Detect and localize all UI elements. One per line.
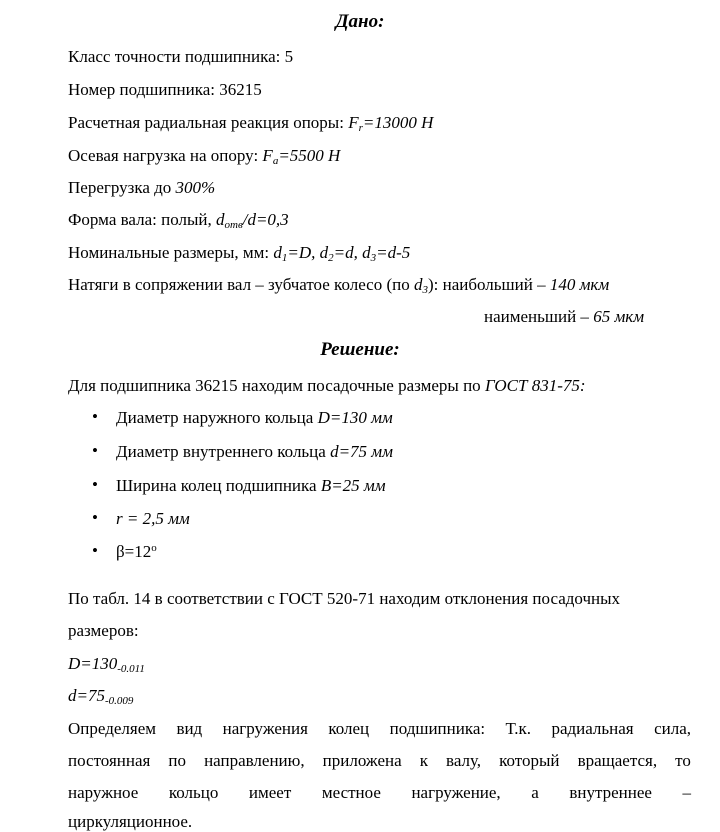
nominal-line bbox=[68, 243, 410, 263]
word: радиальная bbox=[551, 719, 634, 738]
deviation-D-value: D=130 bbox=[68, 654, 118, 673]
word: по bbox=[168, 751, 186, 770]
shaft-subscript: отв bbox=[224, 219, 243, 231]
intro-text: Для подшипника 36215 находим посадочные размеры по bbox=[68, 376, 485, 395]
nominal-d3-sub: 3 bbox=[370, 252, 377, 264]
interference-sub: 3 bbox=[422, 284, 428, 296]
bullet-radius bbox=[116, 509, 190, 529]
bullet-value: r = 2,5 мм bbox=[116, 509, 190, 528]
nominal-d3-value: =d-5 bbox=[376, 243, 411, 262]
deviation-d bbox=[68, 686, 133, 706]
axial-subscript: a bbox=[272, 155, 279, 167]
bearing-line bbox=[68, 80, 262, 100]
accuracy-value: 5 bbox=[284, 47, 294, 66]
table-line-1: По табл. 14 в соответствии с ГОСТ 520-71 находим отклонения посадочных bbox=[68, 589, 621, 608]
bearing-value: 36215 bbox=[219, 80, 262, 99]
word: имеет bbox=[248, 783, 292, 802]
load-line-1 bbox=[68, 719, 691, 739]
bullet-outer-diameter bbox=[116, 408, 393, 428]
interference-label-b: ): наибольший – bbox=[428, 275, 550, 294]
load-line-3 bbox=[68, 783, 691, 803]
load-line-4: циркуляционное. bbox=[68, 812, 193, 831]
nominal-d1: d bbox=[273, 243, 282, 262]
bullet-label: Ширина колец подшипника bbox=[116, 476, 321, 495]
word: – bbox=[682, 783, 691, 802]
word: колец bbox=[328, 719, 370, 738]
interference-line bbox=[68, 275, 609, 295]
bearing-label: Номер подшипника: bbox=[68, 80, 220, 99]
interference-d: d bbox=[414, 275, 423, 294]
word: то bbox=[675, 751, 691, 770]
intro-gost: ГОСТ 831-75: bbox=[484, 376, 586, 395]
shaft-value: /d=0,3 bbox=[242, 210, 289, 229]
overload-line bbox=[68, 178, 215, 198]
word: который bbox=[499, 751, 560, 770]
word: нагружения bbox=[222, 719, 308, 738]
nominal-d2-value: =d, bbox=[333, 243, 363, 262]
deviation-d-sub: -0.009 bbox=[104, 695, 134, 707]
axial-symbol: F bbox=[262, 146, 273, 165]
word: подшипника: bbox=[389, 719, 486, 738]
given-heading: Дано: bbox=[335, 11, 385, 32]
interference-label-a: Натяги в сопряжении вал – зубчатое колесо (по bbox=[68, 275, 414, 294]
word: наружное bbox=[68, 783, 139, 802]
radial-subscript: r bbox=[358, 122, 363, 134]
table-line-2: размеров: bbox=[68, 621, 139, 640]
word: направлению, bbox=[204, 751, 305, 770]
nominal-d2-sub: 2 bbox=[328, 252, 334, 264]
bullet-value: B=25 мм bbox=[320, 476, 386, 495]
axial-line bbox=[68, 146, 340, 166]
word: Т.к. bbox=[505, 719, 531, 738]
interference-max: 140 мкм bbox=[549, 275, 610, 294]
word: к bbox=[419, 751, 428, 770]
bullet-value: D=130 мм bbox=[317, 408, 393, 427]
nominal-d1-value: =D, bbox=[287, 243, 320, 262]
word: валу, bbox=[446, 751, 482, 770]
bullet-angle bbox=[116, 542, 157, 562]
bullet-ring-width bbox=[116, 476, 386, 496]
radial-line bbox=[68, 113, 433, 133]
nominal-d1-sub: 1 bbox=[281, 252, 288, 264]
word: Определяем bbox=[68, 719, 156, 738]
bullet-dot: • bbox=[92, 441, 98, 460]
word: приложена bbox=[322, 751, 402, 770]
bullet-dot: • bbox=[92, 475, 98, 494]
shaft-line bbox=[68, 210, 289, 230]
word: а bbox=[531, 783, 539, 802]
interference-min: 65 мкм bbox=[593, 307, 645, 326]
shaft-label: Форма вала: полый, bbox=[68, 210, 216, 229]
intro-line bbox=[68, 376, 586, 396]
word: нагружение, bbox=[411, 783, 501, 802]
deviation-D bbox=[68, 654, 145, 674]
nominal-label: Номинальные размеры, мм: bbox=[68, 243, 274, 262]
radial-symbol: F bbox=[348, 113, 359, 132]
accuracy-line bbox=[68, 47, 293, 67]
word: вращается, bbox=[577, 751, 658, 770]
nominal-d3: d bbox=[362, 243, 371, 262]
shaft-symbol: d bbox=[216, 210, 225, 229]
deviation-d-value: d=75 bbox=[68, 686, 105, 705]
solution-heading: Решение: bbox=[320, 339, 400, 360]
word: постоянная bbox=[68, 751, 151, 770]
word: вид bbox=[176, 719, 203, 738]
axial-value: =5500 Н bbox=[278, 146, 341, 165]
word: сила, bbox=[654, 719, 691, 738]
word: кольцо bbox=[168, 783, 219, 802]
load-line-2 bbox=[68, 751, 691, 771]
deviation-D-sub: -0.011 bbox=[117, 663, 145, 675]
interference-min-label: наименьший – bbox=[484, 307, 594, 326]
word: местное bbox=[321, 783, 381, 802]
axial-label: Осевая нагрузка на опору: bbox=[68, 146, 263, 165]
bullet-label: Диаметр наружного кольца bbox=[116, 408, 318, 427]
radial-label: Расчетная радиальная реакция опоры: bbox=[68, 113, 349, 132]
bullet-label: β=12 bbox=[116, 542, 152, 561]
bullet-value: d=75 мм bbox=[330, 442, 393, 461]
overload-label: Перегрузка до bbox=[68, 178, 176, 197]
bullet-dot: • bbox=[92, 407, 98, 426]
overload-value: 300% bbox=[175, 178, 216, 197]
word: внутреннее bbox=[569, 783, 652, 802]
nominal-d2: d bbox=[319, 243, 329, 262]
bullet-inner-diameter bbox=[116, 442, 393, 462]
bullet-dot: • bbox=[92, 508, 98, 527]
bullet-label: Диаметр внутреннего кольца bbox=[116, 442, 331, 461]
radial-value: =13000 Н bbox=[362, 113, 434, 132]
accuracy-label: Класс точности подшипника: bbox=[68, 47, 285, 66]
bullet-degree: o bbox=[151, 542, 157, 554]
bullet-dot: • bbox=[92, 541, 98, 560]
interference-min-line bbox=[484, 307, 644, 327]
